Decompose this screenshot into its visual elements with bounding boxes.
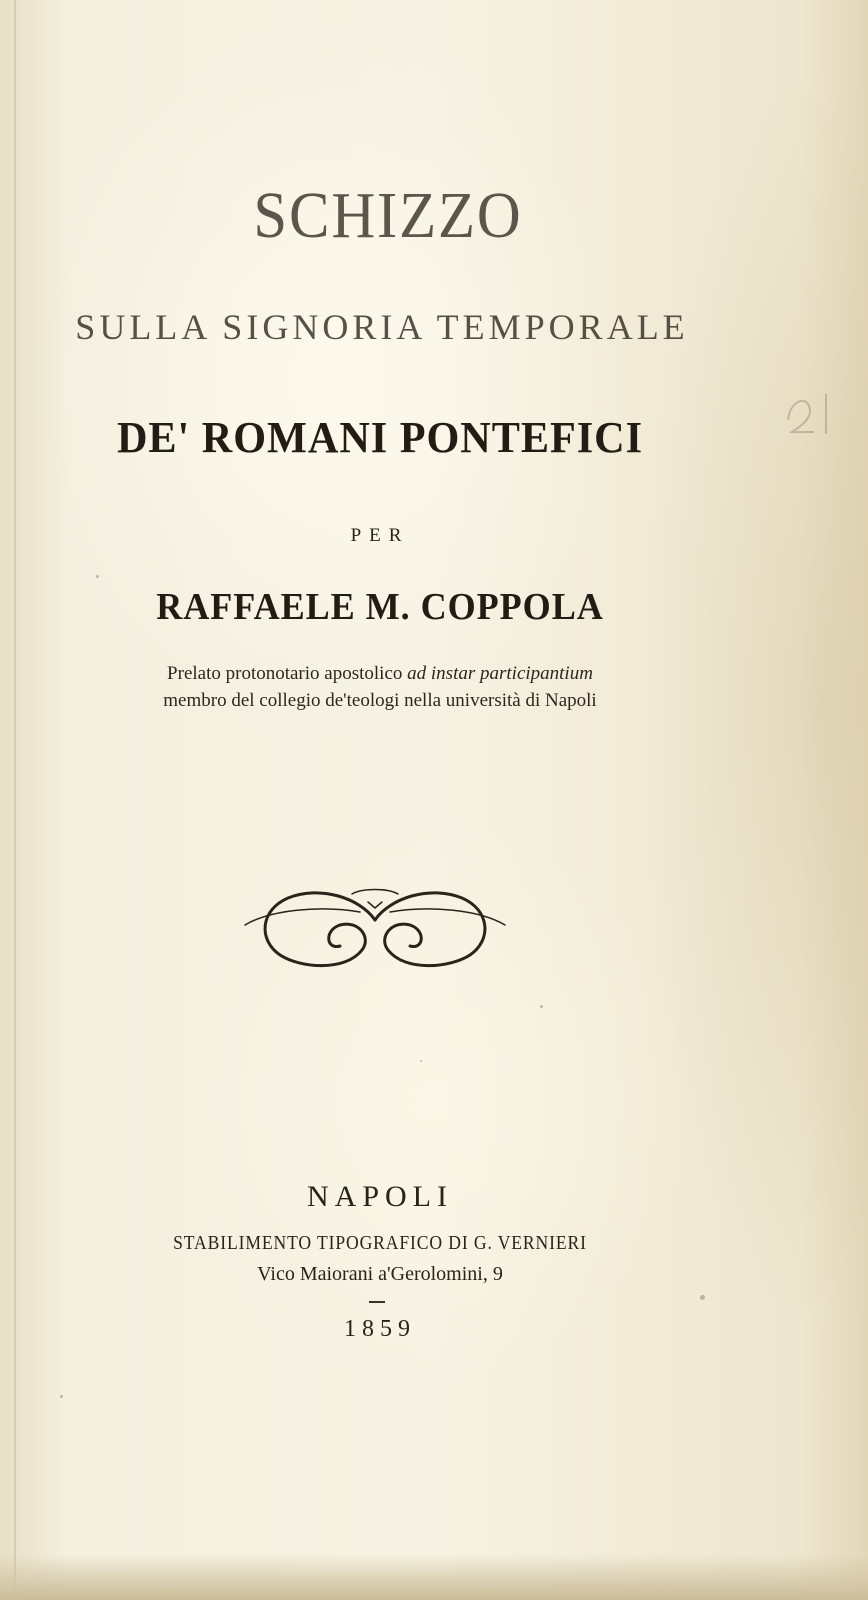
imprint-printer: STABILIMENTO TIPOGRAFICO DI G. VERNIERI: [173, 1232, 587, 1254]
imprint-address: Vico Maiorani a'Gerolomini, 9: [257, 1263, 503, 1285]
imprint-city: NAPOLI: [307, 1180, 453, 1213]
foxing-spot: [420, 1060, 422, 1062]
by-line: PER: [350, 525, 410, 546]
scroll-flourish-icon: [240, 880, 510, 975]
imprint-year: 1859: [344, 1316, 416, 1342]
page-bottom-edge: [0, 1554, 868, 1600]
foxing-spot: [60, 1395, 63, 1398]
book-title: SCHIZZO: [253, 179, 523, 252]
pencil-mark: [780, 380, 850, 440]
book-subtitle: SULLA SIGNORIA TEMPORALE: [75, 307, 689, 347]
author-name: RAFFAELE M. COPPOLA: [156, 586, 604, 628]
foxing-spot: [96, 575, 99, 578]
page-edge: [14, 0, 16, 1600]
credentials-latin: ad instar participantium: [407, 663, 593, 684]
author-credentials-line-2: membro del collegio de'teologi nella università di Napoli: [163, 690, 597, 711]
foxing-spot: [540, 1005, 543, 1008]
author-credentials-line-1: [0, 663, 760, 685]
foxing-spot: [700, 1295, 705, 1300]
divider-dash: [369, 1301, 385, 1303]
credentials-text: Prelato protonotario apostolico: [167, 663, 408, 684]
book-subtitle-2: DE' ROMANI PONTEFICI: [116, 413, 644, 462]
